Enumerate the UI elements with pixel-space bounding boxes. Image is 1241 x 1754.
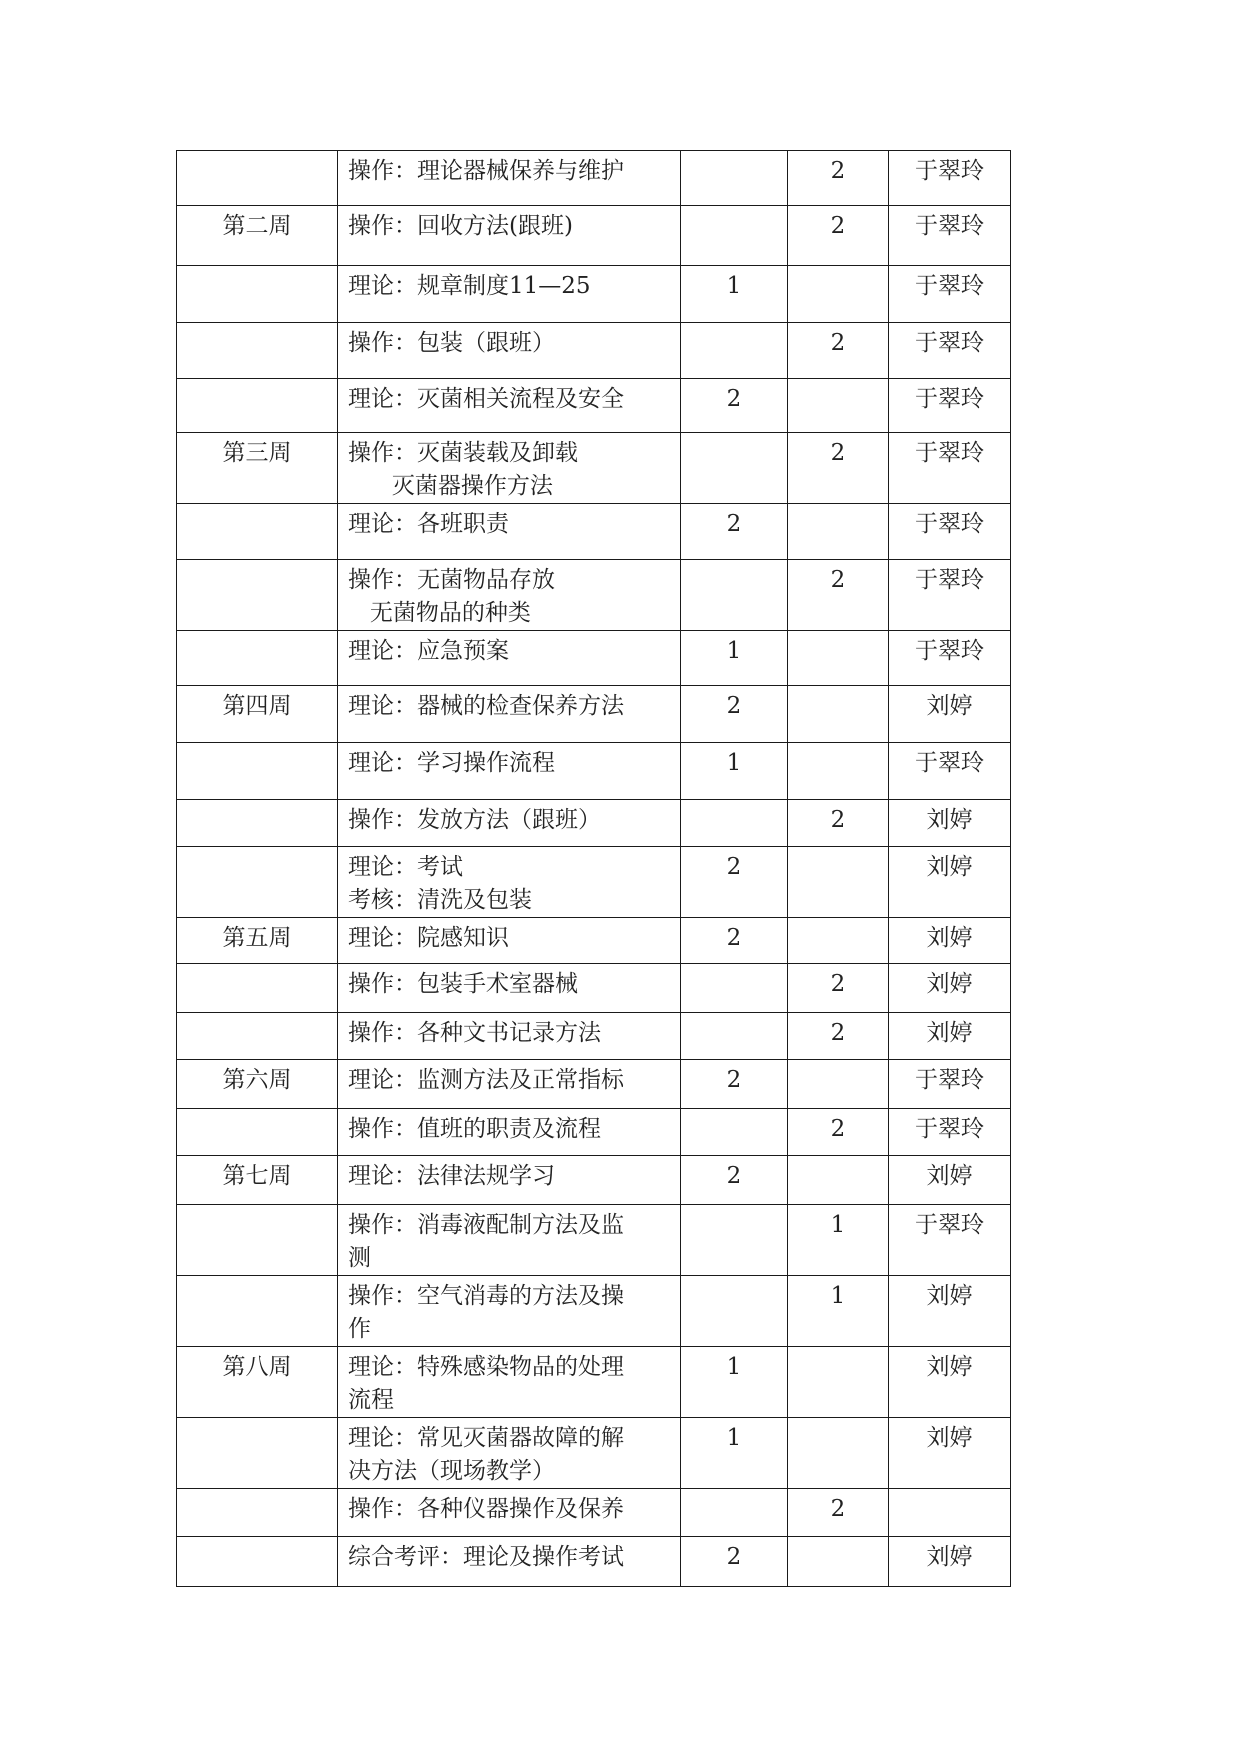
content-line: 测 [348, 1245, 371, 1271]
table-row [177, 743, 1011, 800]
table-row [177, 206, 1011, 266]
content-cell [338, 800, 681, 847]
table-row [177, 1418, 1011, 1489]
table-row [177, 1276, 1011, 1347]
teacher-cell: 于翠玲 [889, 379, 1011, 433]
teacher-cell: 于翠玲 [889, 504, 1011, 560]
week-cell [177, 151, 338, 206]
theory-hours-cell [681, 1276, 788, 1347]
content-line: 理论：考试 [348, 854, 463, 880]
practice-hours-cell [788, 918, 889, 964]
theory-hours-cell: 1 [681, 266, 788, 323]
table-row [177, 1537, 1011, 1587]
week-cell [177, 800, 338, 847]
practice-hours-cell [788, 743, 889, 800]
theory-hours-cell: 2 [681, 1537, 788, 1587]
content-line: 操作：值班的职责及流程 [348, 1116, 601, 1142]
practice-hours-cell: 2 [788, 433, 889, 504]
practice-hours-cell: 2 [788, 964, 889, 1013]
content-line: 操作：包装（跟班） [348, 330, 555, 356]
week-cell: 第三周 [177, 433, 338, 504]
teacher-cell: 于翠玲 [889, 323, 1011, 379]
practice-hours-cell [788, 1418, 889, 1489]
teacher-cell: 于翠玲 [889, 206, 1011, 266]
content-line: 操作：理论器械保养与维护 [348, 158, 624, 184]
schedule-body [177, 151, 1011, 1587]
content-cell [338, 1347, 681, 1418]
teacher-cell [889, 1489, 1011, 1537]
table-row [177, 631, 1011, 686]
theory-hours-cell: 2 [681, 379, 788, 433]
content-line: 操作：各种文书记录方法 [348, 1020, 601, 1046]
teacher-cell: 刘婷 [889, 800, 1011, 847]
teacher-cell: 刘婷 [889, 918, 1011, 964]
practice-hours-cell: 2 [788, 1489, 889, 1537]
content-line: 灭菌器操作方法 [348, 473, 553, 499]
theory-hours-cell: 1 [681, 631, 788, 686]
practice-hours-cell [788, 266, 889, 323]
content-line: 理论：特殊感染物品的处理 [348, 1354, 624, 1380]
teacher-cell: 刘婷 [889, 1347, 1011, 1418]
content-line: 作 [348, 1316, 371, 1342]
week-cell [177, 266, 338, 323]
table-row [177, 1205, 1011, 1276]
week-cell: 第七周 [177, 1156, 338, 1205]
theory-hours-cell: 1 [681, 1347, 788, 1418]
content-line: 操作：无菌物品存放 [348, 567, 555, 593]
week-cell [177, 964, 338, 1013]
content-line: 理论：灭菌相关流程及安全 [348, 386, 624, 412]
week-cell: 第八周 [177, 1347, 338, 1418]
table-row [177, 800, 1011, 847]
table-row [177, 266, 1011, 323]
theory-hours-cell [681, 323, 788, 379]
content-cell [338, 847, 681, 918]
content-cell [338, 323, 681, 379]
table-row [177, 1013, 1011, 1060]
content-line: 理论：各班职责 [348, 511, 509, 537]
content-cell [338, 743, 681, 800]
practice-hours-cell [788, 1156, 889, 1205]
content-line: 理论：常见灭菌器故障的解 [348, 1425, 624, 1451]
teacher-cell: 刘婷 [889, 686, 1011, 743]
content-line: 综合考评：理论及操作考试 [348, 1544, 624, 1570]
content-cell [338, 918, 681, 964]
week-cell: 第四周 [177, 686, 338, 743]
content-cell [338, 1418, 681, 1489]
teacher-cell: 于翠玲 [889, 743, 1011, 800]
week-cell [177, 1013, 338, 1060]
practice-hours-cell [788, 1537, 889, 1587]
content-cell [338, 504, 681, 560]
theory-hours-cell [681, 964, 788, 1013]
content-line: 考核：清洗及包装 [348, 887, 532, 913]
teacher-cell: 于翠玲 [889, 1205, 1011, 1276]
practice-hours-cell [788, 847, 889, 918]
teacher-cell: 刘婷 [889, 964, 1011, 1013]
teacher-cell: 于翠玲 [889, 1109, 1011, 1156]
practice-hours-cell [788, 631, 889, 686]
content-line: 操作：各种仪器操作及保养 [348, 1496, 624, 1522]
content-cell [338, 1060, 681, 1109]
week-cell [177, 379, 338, 433]
content-cell [338, 379, 681, 433]
practice-hours-cell [788, 1060, 889, 1109]
table-row [177, 379, 1011, 433]
week-cell [177, 504, 338, 560]
week-cell [177, 1109, 338, 1156]
table-row [177, 504, 1011, 560]
table-row [177, 560, 1011, 631]
theory-hours-cell: 2 [681, 918, 788, 964]
theory-hours-cell: 1 [681, 1418, 788, 1489]
content-cell [338, 1205, 681, 1276]
theory-hours-cell: 1 [681, 743, 788, 800]
table-row [177, 847, 1011, 918]
teacher-cell: 于翠玲 [889, 560, 1011, 631]
content-cell [338, 433, 681, 504]
teacher-cell: 于翠玲 [889, 151, 1011, 206]
content-cell [338, 631, 681, 686]
content-line: 操作：发放方法（跟班） [348, 807, 601, 833]
table-row [177, 918, 1011, 964]
theory-hours-cell: 2 [681, 847, 788, 918]
week-cell: 第五周 [177, 918, 338, 964]
practice-hours-cell: 2 [788, 1013, 889, 1060]
content-line: 理论：器械的检查保养方法 [348, 693, 624, 719]
content-line: 理论：院感知识 [348, 925, 509, 951]
teacher-cell: 刘婷 [889, 1013, 1011, 1060]
week-cell [177, 1537, 338, 1587]
content-cell [338, 1276, 681, 1347]
week-cell [177, 1276, 338, 1347]
content-cell [338, 686, 681, 743]
theory-hours-cell [681, 206, 788, 266]
content-cell [338, 1156, 681, 1205]
content-line: 操作：回收方法(跟班) [348, 213, 573, 239]
table-row [177, 1347, 1011, 1418]
practice-hours-cell [788, 504, 889, 560]
theory-hours-cell [681, 151, 788, 206]
table-row [177, 433, 1011, 504]
table-row [177, 964, 1011, 1013]
teacher-cell: 于翠玲 [889, 433, 1011, 504]
week-cell [177, 323, 338, 379]
teacher-cell: 刘婷 [889, 1537, 1011, 1587]
practice-hours-cell: 1 [788, 1205, 889, 1276]
teacher-cell: 于翠玲 [889, 266, 1011, 323]
theory-hours-cell [681, 1205, 788, 1276]
content-line: 理论：监测方法及正常指标 [348, 1067, 624, 1093]
week-cell [177, 1489, 338, 1537]
content-cell [338, 1537, 681, 1587]
table-row [177, 1109, 1011, 1156]
practice-hours-cell: 2 [788, 323, 889, 379]
practice-hours-cell: 2 [788, 560, 889, 631]
teacher-cell: 于翠玲 [889, 631, 1011, 686]
week-cell [177, 560, 338, 631]
practice-hours-cell: 2 [788, 151, 889, 206]
training-schedule-table [176, 150, 1011, 1587]
table-row [177, 151, 1011, 206]
content-line: 理论：规章制度11—25 [348, 273, 591, 299]
week-cell: 第六周 [177, 1060, 338, 1109]
table-row [177, 1060, 1011, 1109]
content-cell [338, 151, 681, 206]
practice-hours-cell [788, 1347, 889, 1418]
teacher-cell: 刘婷 [889, 1276, 1011, 1347]
theory-hours-cell [681, 1109, 788, 1156]
theory-hours-cell [681, 560, 788, 631]
practice-hours-cell: 2 [788, 800, 889, 847]
theory-hours-cell [681, 1013, 788, 1060]
theory-hours-cell [681, 433, 788, 504]
theory-hours-cell [681, 800, 788, 847]
practice-hours-cell: 2 [788, 206, 889, 266]
content-cell [338, 206, 681, 266]
week-cell [177, 631, 338, 686]
content-cell [338, 1109, 681, 1156]
content-line: 操作：消毒液配制方法及监 [348, 1212, 624, 1238]
content-cell [338, 266, 681, 323]
teacher-cell: 刘婷 [889, 1156, 1011, 1205]
table-row [177, 323, 1011, 379]
practice-hours-cell [788, 686, 889, 743]
week-cell [177, 1205, 338, 1276]
content-cell [338, 1013, 681, 1060]
content-cell [338, 1489, 681, 1537]
practice-hours-cell: 2 [788, 1109, 889, 1156]
content-line: 理论：学习操作流程 [348, 750, 555, 776]
practice-hours-cell [788, 379, 889, 433]
content-line: 理论：应急预案 [348, 638, 509, 664]
content-cell [338, 964, 681, 1013]
content-line: 操作：空气消毒的方法及操 [348, 1283, 624, 1309]
theory-hours-cell: 2 [681, 1156, 788, 1205]
theory-hours-cell: 2 [681, 504, 788, 560]
content-line: 决方法（现场教学） [348, 1458, 555, 1484]
content-line: 理论：法律法规学习 [348, 1163, 555, 1189]
table-row [177, 1489, 1011, 1537]
content-line: 操作：包装手术室器械 [348, 971, 578, 997]
table-row [177, 686, 1011, 743]
content-line: 无菌物品的种类 [348, 600, 531, 626]
week-cell: 第二周 [177, 206, 338, 266]
table-row [177, 1156, 1011, 1205]
teacher-cell: 于翠玲 [889, 1060, 1011, 1109]
theory-hours-cell: 2 [681, 1060, 788, 1109]
week-cell [177, 743, 338, 800]
teacher-cell: 刘婷 [889, 847, 1011, 918]
content-line: 操作：灭菌装载及卸载 [348, 440, 578, 466]
content-line: 流程 [348, 1387, 394, 1413]
theory-hours-cell [681, 1489, 788, 1537]
teacher-cell: 刘婷 [889, 1418, 1011, 1489]
theory-hours-cell: 2 [681, 686, 788, 743]
content-cell [338, 560, 681, 631]
week-cell [177, 847, 338, 918]
practice-hours-cell: 1 [788, 1276, 889, 1347]
week-cell [177, 1418, 338, 1489]
